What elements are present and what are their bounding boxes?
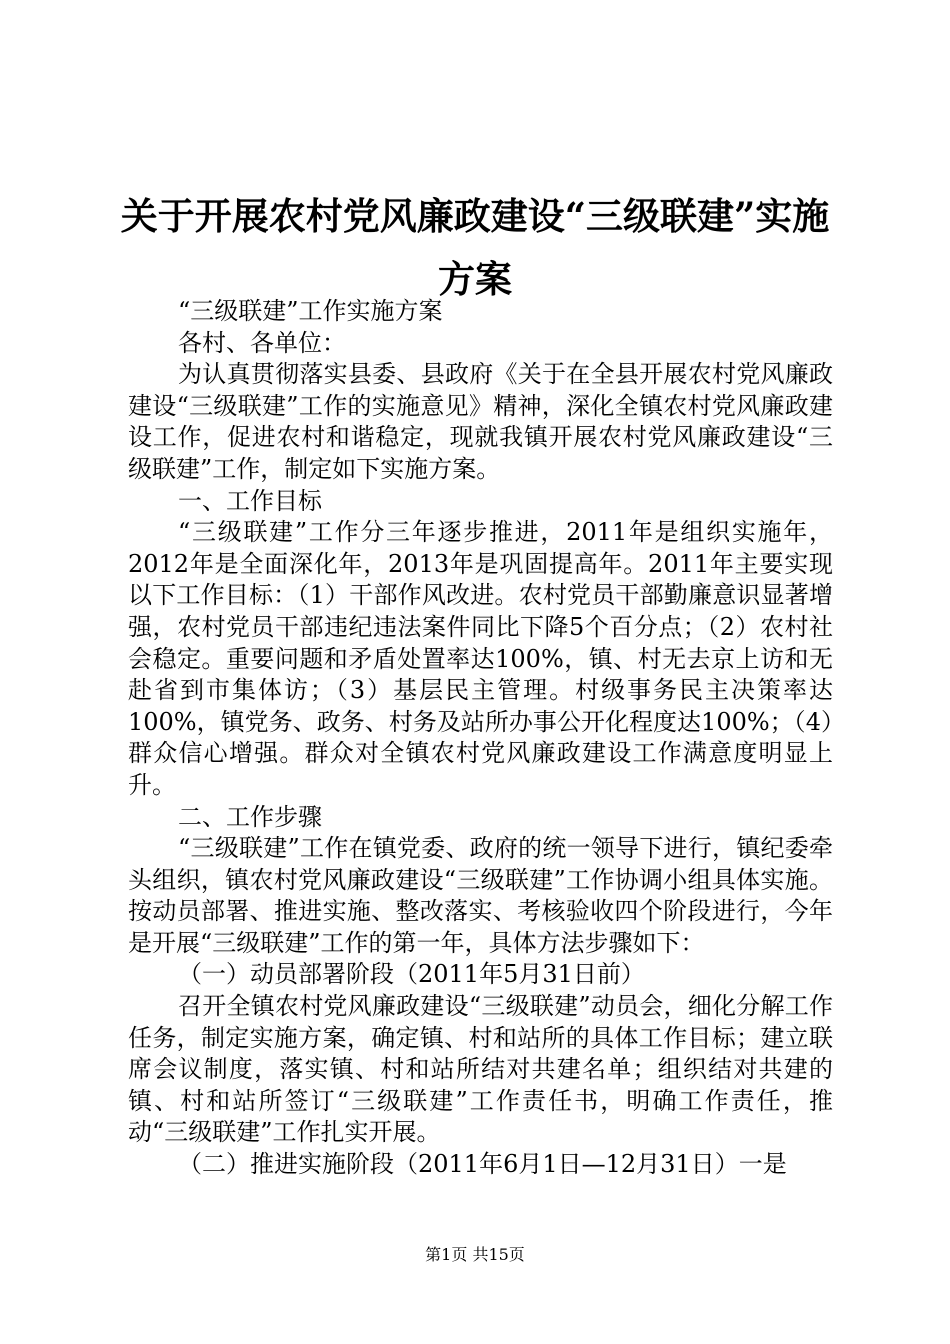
subsection-heading-mobilization: （一）动员部署阶段（2011年5月31日前）	[178, 960, 645, 989]
page-footer: 第1页 共15页	[425, 1245, 525, 1264]
subtitle-paragraph: “三级联建”工作实施方案	[178, 297, 443, 325]
intro-paragraph: 为认真贯彻落实县委、县政府《关于在全县开展农村党风廉政建设“三级联建”工作的实施意见》精神，深化全镇农村党风廉政建设工作，促进农村和谐稳定，现就我镇开展农村党风廉政建设“三级联建”工作，制定如下实施方案。	[128, 360, 833, 483]
mobilization-paragraph: 召开全镇农村党风廉政建设“三级联建”动员会，细化分解工作任务，制定实施方案，确定镇、村和站所的具体工作目标；建立联席会议制度，落实镇、村和站所结对共建名单；组织结对共建的镇、村和站所签订“三级联建”工作责任书，明确工作责任，推动“三级联建”工作扎实开展。	[128, 992, 833, 1147]
document-title-line1: 关于开展农村党风廉政建设“三级联建”实施	[120, 194, 830, 238]
goals-paragraph: “三级联建”工作分三年逐步推进，2011年是组织实施年，2012年是全面深化年，2013年是巩固提高年。2011年主要实现以下工作目标：（1）干部作风改进。农村党员干部勤廉意识显著增强，农村党员干部违纪违法案件同比下降5个百分点；（2）农村社会稳定。重要问题和矛盾处置率达100%，镇、村无去京上访和无赴省到市集体访；（3）基层民主管理。村级事务民主决策率达100%，镇党务、政务、村务及站所办事公开化程度达100%；（4）群众信心增强。群众对全镇农村党风廉政建设工作满意度明显上升。	[128, 518, 833, 799]
implementation-paragraph: （二）推进实施阶段（2011年6月1日—12月31日）一是	[178, 1150, 787, 1179]
steps-paragraph: “三级联建”工作在镇党委、政府的统一领导下进行，镇纪委牵头组织，镇农村党风廉政建设“三级联建”工作协调小组具体实施。按动员部署、推进实施、整改落实、考核验收四个阶段进行，今年是开展“三级联建”工作的第一年，具体方法步骤如下：	[128, 834, 833, 957]
document-title-line2: 方案	[438, 257, 512, 301]
section-heading-goals: 一、工作目标	[178, 486, 322, 515]
document-body	[128, 296, 833, 1181]
salutation-paragraph: 各村、各单位：	[178, 328, 346, 357]
section-heading-steps: 二、工作步骤	[178, 802, 322, 831]
